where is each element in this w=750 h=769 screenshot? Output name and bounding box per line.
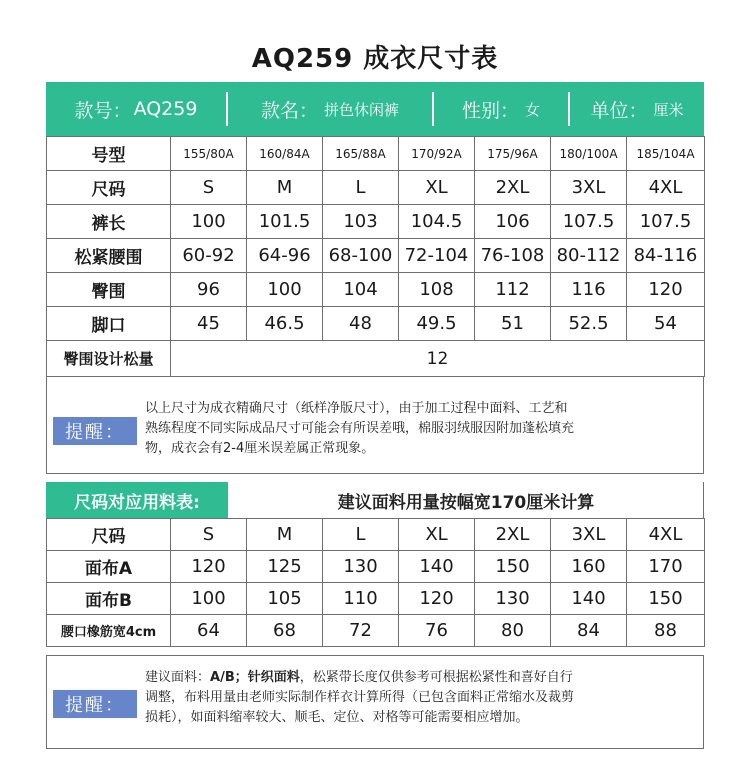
row-label: 面布B xyxy=(47,583,171,615)
table-cell: 112 xyxy=(475,273,551,307)
table-cell: 52.5 xyxy=(551,307,627,341)
table-cell: 4XL xyxy=(627,519,705,551)
table-cell: 100 xyxy=(171,583,247,615)
tip-line-prefix: 建议面料： xyxy=(145,670,211,685)
table-cell: XL xyxy=(399,171,475,205)
row-label: 面布A xyxy=(47,551,171,583)
table-cell: 120 xyxy=(399,583,475,615)
table-cell: 107.5 xyxy=(551,205,627,239)
table-cell: 150 xyxy=(475,551,551,583)
table-cell: S xyxy=(171,171,247,205)
table-cell: 54 xyxy=(627,307,705,341)
table-cell: S xyxy=(171,519,247,551)
table-cell: 130 xyxy=(323,551,399,583)
style-name-value: 拼色休闲裤 xyxy=(324,100,400,119)
tip-box-fabric-note xyxy=(46,655,704,749)
usage-width-note: 建议面料用量按幅宽170厘米计算 xyxy=(337,492,595,513)
unit-value: 厘米 xyxy=(653,100,684,119)
table-cell: 110 xyxy=(323,583,399,615)
row-label: 尺码 xyxy=(47,171,171,205)
tip-line-rest: ，松紧带长度仅供参考可根据松紧性和喜好自行 xyxy=(299,670,573,685)
table-cell: 108 xyxy=(399,273,475,307)
table-cell: 76-108 xyxy=(475,239,551,273)
row-label: 腰口橡筋宽4cm xyxy=(47,615,171,647)
usage-section-label: 尺码对应用料表: xyxy=(46,482,228,518)
table-row xyxy=(47,137,705,171)
table-cell: 100 xyxy=(247,273,323,307)
table-cell: 120 xyxy=(171,551,247,583)
table-cell: 150 xyxy=(627,583,705,615)
table-cell: 140 xyxy=(399,551,475,583)
page-title: AQ259 成衣尺寸表 xyxy=(251,44,499,74)
table-cell: 46.5 xyxy=(247,307,323,341)
gender-value: 女 xyxy=(525,100,541,119)
table-cell: 125 xyxy=(247,551,323,583)
tip-badge: 提醒： xyxy=(53,690,137,718)
table-cell: 116 xyxy=(551,273,627,307)
table-cell: 72-104 xyxy=(399,239,475,273)
table-cell: 76 xyxy=(399,615,475,647)
table-cell: 106 xyxy=(475,205,551,239)
table-cell: 103 xyxy=(323,205,399,239)
table-cell: 104 xyxy=(323,273,399,307)
table-cell: 185/104A xyxy=(627,137,705,171)
tip-text xyxy=(145,668,701,728)
style-number-field xyxy=(46,82,226,136)
table-row xyxy=(47,239,705,273)
tip-line: 调整，布料用量由老师实际制作样衣计算所得（已包含面料正常缩水及裁剪 xyxy=(145,690,575,705)
table-cell: 4XL xyxy=(627,171,705,205)
table-cell: 130 xyxy=(475,583,551,615)
table-cell: 107.5 xyxy=(627,205,705,239)
table-cell: M xyxy=(247,171,323,205)
row-label: 裤长 xyxy=(47,205,171,239)
table-row xyxy=(47,171,705,205)
table-cell: 160 xyxy=(551,551,627,583)
usage-table xyxy=(46,518,705,647)
info-header-bar xyxy=(46,82,704,136)
table-cell: 88 xyxy=(627,615,705,647)
style-name-label: 款名： xyxy=(260,99,318,122)
table-cell: 120 xyxy=(627,273,705,307)
table-row xyxy=(47,615,705,647)
table-cell: 3XL xyxy=(551,519,627,551)
style-number-value: AQ259 xyxy=(133,98,198,120)
table-cell: 155/80A xyxy=(171,137,247,171)
table-cell: 49.5 xyxy=(399,307,475,341)
tip-badge: 提醒： xyxy=(53,417,137,445)
table-row xyxy=(47,551,705,583)
tip-line xyxy=(145,668,701,688)
style-number-label: 款号： xyxy=(74,99,132,122)
table-cell: 68-100 xyxy=(323,239,399,273)
row-label: 脚口 xyxy=(47,307,171,341)
table-cell: L xyxy=(323,171,399,205)
table-cell: 160/84A xyxy=(247,137,323,171)
table-cell: 101.5 xyxy=(247,205,323,239)
table-row xyxy=(47,341,705,377)
table-cell: 165/88A xyxy=(323,137,399,171)
table-cell: 2XL xyxy=(475,519,551,551)
table-cell: 80-112 xyxy=(551,239,627,273)
gender-label: 性别： xyxy=(461,99,519,122)
table-row xyxy=(47,519,705,551)
table-cell: 45 xyxy=(171,307,247,341)
unit-field xyxy=(570,82,704,136)
table-cell: XL xyxy=(399,519,475,551)
table-cell: 140 xyxy=(551,583,627,615)
table-cell: M xyxy=(247,519,323,551)
table-cell: 100 xyxy=(171,205,247,239)
table-row xyxy=(47,307,705,341)
table-row xyxy=(47,583,705,615)
row-label: 尺码 xyxy=(47,519,171,551)
style-name-field xyxy=(228,82,432,136)
ease-value: 12 xyxy=(171,341,705,377)
table-cell: L xyxy=(323,519,399,551)
tip-line: 物，成衣会有2-4厘米误差属正常现象。 xyxy=(145,441,375,456)
table-row xyxy=(47,273,705,307)
table-cell: 180/100A xyxy=(551,137,627,171)
table-cell: 51 xyxy=(475,307,551,341)
table-cell: 80 xyxy=(475,615,551,647)
table-cell: 170/92A xyxy=(399,137,475,171)
table-cell: 60-92 xyxy=(171,239,247,273)
unit-label: 单位： xyxy=(590,99,648,122)
table-cell: 170 xyxy=(627,551,705,583)
tip-text xyxy=(145,399,701,459)
table-cell: 104.5 xyxy=(399,205,475,239)
tip-line: 损耗），如面料缩率较大、顺毛、定位、对格等可能需要相应增加。 xyxy=(145,710,529,725)
row-label: 臀围 xyxy=(47,273,171,307)
row-label: 号型 xyxy=(47,137,171,171)
table-cell: 175/96A xyxy=(475,137,551,171)
row-label: 臀围设计松量 xyxy=(47,341,171,377)
row-label: 松紧腰围 xyxy=(47,239,171,273)
size-table xyxy=(46,136,705,377)
table-cell: 68 xyxy=(247,615,323,647)
tip-line-bold: A/B；针织面料 xyxy=(210,670,300,685)
table-cell: 105 xyxy=(247,583,323,615)
table-cell: 64 xyxy=(171,615,247,647)
table-cell: 84 xyxy=(551,615,627,647)
table-cell: 48 xyxy=(323,307,399,341)
table-cell: 64-96 xyxy=(247,239,323,273)
tip-box-size-note xyxy=(46,376,704,474)
table-row xyxy=(47,205,705,239)
table-cell: 2XL xyxy=(475,171,551,205)
gender-field xyxy=(434,82,568,136)
tip-line: 熟练程度不同实际成品尺寸可能会有所误差哦，棉服羽绒服因附加蓬松填充 xyxy=(145,421,575,436)
tip-line: 以上尺寸为成衣精确尺寸（纸样净版尺寸），由于加工过程中面料、工艺和 xyxy=(145,401,568,416)
table-cell: 84-116 xyxy=(627,239,705,273)
table-cell: 3XL xyxy=(551,171,627,205)
table-cell: 96 xyxy=(171,273,247,307)
table-cell: 72 xyxy=(323,615,399,647)
